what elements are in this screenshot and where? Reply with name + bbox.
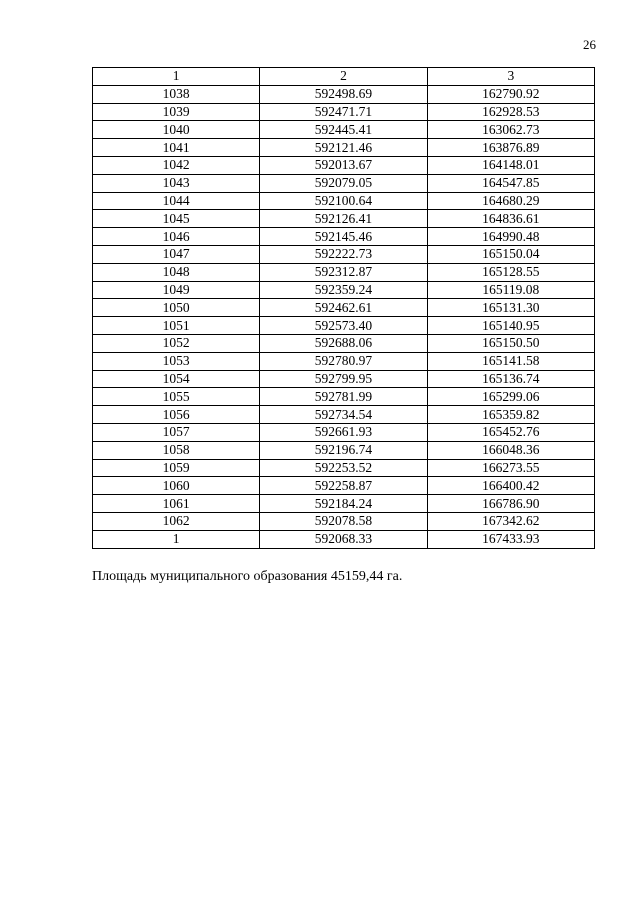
table-row	[93, 441, 595, 459]
table-row	[93, 512, 595, 530]
point-number-cell: 1049	[93, 281, 260, 299]
y-coordinate-cell: 164547.85	[427, 174, 594, 192]
x-coordinate-cell: 592780.97	[260, 352, 427, 370]
point-number-cell: 1041	[93, 139, 260, 157]
x-coordinate-cell: 592079.05	[260, 174, 427, 192]
y-coordinate-cell: 162928.53	[427, 103, 594, 121]
point-number-cell: 1046	[93, 228, 260, 246]
y-coordinate-cell: 163876.89	[427, 139, 594, 157]
point-number-cell: 1043	[93, 174, 260, 192]
x-coordinate-cell: 592100.64	[260, 192, 427, 210]
column-header: 2	[260, 68, 427, 86]
y-coordinate-cell: 164836.61	[427, 210, 594, 228]
point-number-cell: 1053	[93, 352, 260, 370]
table-row	[93, 477, 595, 495]
y-coordinate-cell: 165136.74	[427, 370, 594, 388]
y-coordinate-cell: 167342.62	[427, 512, 594, 530]
x-coordinate-cell: 592312.87	[260, 263, 427, 281]
point-number-cell: 1059	[93, 459, 260, 477]
y-coordinate-cell: 164990.48	[427, 228, 594, 246]
y-coordinate-cell: 163062.73	[427, 121, 594, 139]
y-coordinate-cell: 166400.42	[427, 477, 594, 495]
y-coordinate-cell: 165131.30	[427, 299, 594, 317]
table-row	[93, 263, 595, 281]
x-coordinate-cell: 592258.87	[260, 477, 427, 495]
y-coordinate-cell: 162790.92	[427, 85, 594, 103]
table-header-row	[93, 68, 595, 86]
table-row	[93, 139, 595, 157]
x-coordinate-cell: 592253.52	[260, 459, 427, 477]
table-row	[93, 299, 595, 317]
table-row	[93, 245, 595, 263]
x-coordinate-cell: 592498.69	[260, 85, 427, 103]
table-row	[93, 156, 595, 174]
x-coordinate-cell: 592222.73	[260, 245, 427, 263]
table-row	[93, 228, 595, 246]
x-coordinate-cell: 592799.95	[260, 370, 427, 388]
x-coordinate-cell: 592471.71	[260, 103, 427, 121]
table-row	[93, 174, 595, 192]
x-coordinate-cell: 592688.06	[260, 334, 427, 352]
x-coordinate-cell: 592068.33	[260, 530, 427, 548]
x-coordinate-cell: 592013.67	[260, 156, 427, 174]
column-header: 3	[427, 68, 594, 86]
point-number-cell: 1039	[93, 103, 260, 121]
point-number-cell: 1060	[93, 477, 260, 495]
y-coordinate-cell: 166273.55	[427, 459, 594, 477]
x-coordinate-cell: 592359.24	[260, 281, 427, 299]
y-coordinate-cell: 165359.82	[427, 406, 594, 424]
point-number-cell: 1044	[93, 192, 260, 210]
point-number-cell: 1040	[93, 121, 260, 139]
table-row	[93, 210, 595, 228]
x-coordinate-cell: 592573.40	[260, 317, 427, 335]
x-coordinate-cell: 592126.41	[260, 210, 427, 228]
table-body	[93, 85, 595, 548]
y-coordinate-cell: 164148.01	[427, 156, 594, 174]
point-number-cell: 1042	[93, 156, 260, 174]
point-number-cell: 1062	[93, 512, 260, 530]
point-number-cell: 1038	[93, 85, 260, 103]
table-row	[93, 406, 595, 424]
column-header: 1	[93, 68, 260, 86]
area-note: Площадь муниципального образования 45159,44 га.	[92, 569, 403, 584]
x-coordinate-cell: 592462.61	[260, 299, 427, 317]
point-number-cell: 1047	[93, 245, 260, 263]
x-coordinate-cell: 592661.93	[260, 423, 427, 441]
x-coordinate-cell: 592184.24	[260, 495, 427, 513]
y-coordinate-cell: 167433.93	[427, 530, 594, 548]
table-row	[93, 317, 595, 335]
point-number-cell: 1048	[93, 263, 260, 281]
point-number-cell: 1	[93, 530, 260, 548]
point-number-cell: 1054	[93, 370, 260, 388]
y-coordinate-cell: 165141.58	[427, 352, 594, 370]
x-coordinate-cell: 592445.41	[260, 121, 427, 139]
y-coordinate-cell: 165119.08	[427, 281, 594, 299]
y-coordinate-cell: 165299.06	[427, 388, 594, 406]
x-coordinate-cell: 592781.99	[260, 388, 427, 406]
table-row	[93, 192, 595, 210]
table-row	[93, 530, 595, 548]
page-number: 26	[583, 37, 596, 52]
point-number-cell: 1061	[93, 495, 260, 513]
point-number-cell: 1058	[93, 441, 260, 459]
table-row	[93, 495, 595, 513]
point-number-cell: 1057	[93, 423, 260, 441]
y-coordinate-cell: 166048.36	[427, 441, 594, 459]
y-coordinate-cell: 165140.95	[427, 317, 594, 335]
y-coordinate-cell: 165150.04	[427, 245, 594, 263]
x-coordinate-cell: 592145.46	[260, 228, 427, 246]
x-coordinate-cell: 592078.58	[260, 512, 427, 530]
point-number-cell: 1056	[93, 406, 260, 424]
point-number-cell: 1052	[93, 334, 260, 352]
point-number-cell: 1051	[93, 317, 260, 335]
x-coordinate-cell: 592734.54	[260, 406, 427, 424]
table-row	[93, 334, 595, 352]
table-row	[93, 423, 595, 441]
x-coordinate-cell: 592196.74	[260, 441, 427, 459]
point-number-cell: 1055	[93, 388, 260, 406]
y-coordinate-cell: 165452.76	[427, 423, 594, 441]
table-row	[93, 352, 595, 370]
x-coordinate-cell: 592121.46	[260, 139, 427, 157]
y-coordinate-cell: 165128.55	[427, 263, 594, 281]
y-coordinate-cell: 165150.50	[427, 334, 594, 352]
point-number-cell: 1050	[93, 299, 260, 317]
table-row	[93, 281, 595, 299]
table-row	[93, 85, 595, 103]
table-row	[93, 388, 595, 406]
table-row	[93, 121, 595, 139]
table-row	[93, 370, 595, 388]
table-row	[93, 459, 595, 477]
y-coordinate-cell: 166786.90	[427, 495, 594, 513]
coordinates-table	[92, 67, 595, 549]
table-row	[93, 103, 595, 121]
y-coordinate-cell: 164680.29	[427, 192, 594, 210]
point-number-cell: 1045	[93, 210, 260, 228]
